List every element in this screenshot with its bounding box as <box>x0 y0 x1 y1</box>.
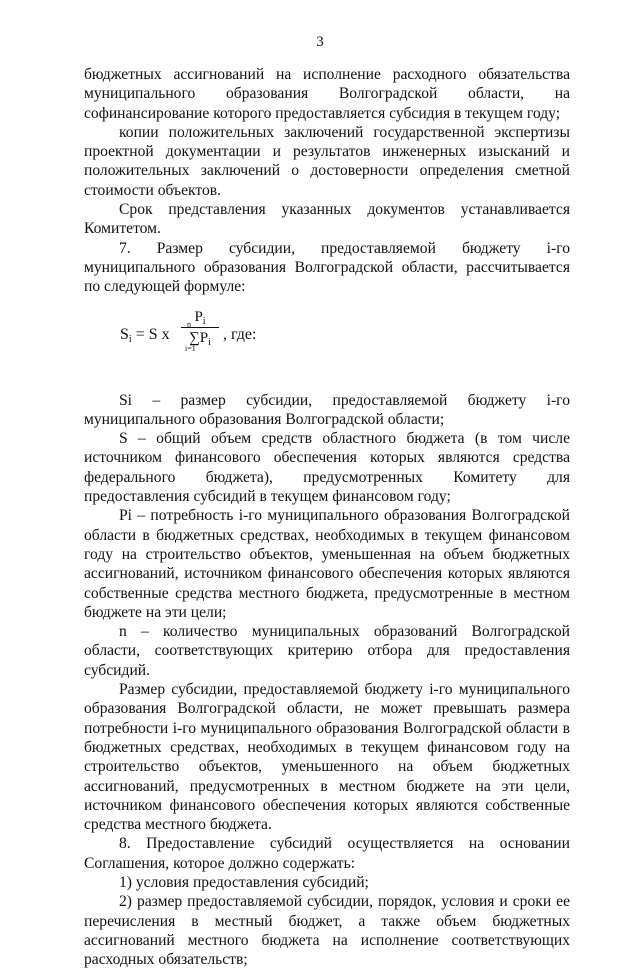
paragraph: 7. Размер субсидии, предоставляемой бюджету i-го муниципального образования Волгоградской области, рассчитывается по следующей формуле: <box>84 239 570 296</box>
page-number: 3 <box>316 34 324 50</box>
formula-fraction <box>181 308 219 353</box>
subsidy-formula <box>84 305 570 379</box>
sum-upper-limit: n <box>187 319 191 329</box>
formula-numerator: $P_i$ <box>194 308 206 327</box>
paragraphs-bottom <box>84 391 570 969</box>
paragraph: Срок представления указанных документов устанавливается Комитетом. <box>84 201 570 238</box>
paragraph: Si – размер субсидии, предоставляемой бюджету i-го муниципального образования Волгоградской области; <box>84 391 570 428</box>
paragraph: бюджетных ассигнований на исполнение расходного обязательства муниципального образования Волгоградской области, на софинансирование которого предоставляется субсидия в текущем году; <box>84 66 570 122</box>
paragraph: S – общий объем средств областного бюджета (в том числе источником финансового обеспечения которых являются средства федерального бюджета), предусмотренных Комитету для предоставления субсидий в текущем финансовом году; <box>84 430 570 506</box>
paragraph: n – количество муниципальных образований Волгоградской области, соответствующих критерию отбора для предоставления субсидий. <box>84 623 570 679</box>
formula-denominator: n $\sum P_i$ i=1 <box>185 319 211 353</box>
document-body <box>84 65 570 969</box>
sum-lower-limit: i=1 <box>185 343 196 353</box>
paragraph: копии положительных заключений государственной экспертизы проектной документации и результатов инженерных изысканий и положительных заключений о достоверности определения сметной стоимости объектов. <box>84 123 570 199</box>
formula-lhs: $S_i = S$ x <box>120 325 170 345</box>
paragraph: 1) условия предоставления субсидий; <box>119 873 369 891</box>
paragraph: 8. Предоставление субсидий осуществляется на основании Соглашения, которое должно содержать: <box>84 835 570 872</box>
formula-suffix: , где: <box>223 325 257 343</box>
paragraph: Размер субсидии, предоставляемой бюджету i-го муниципального образования Волгоградской области, не может превышать размера потребности i-го муниципального образования Волгоградской области в бюджетных средствах, необходимых в текущем финансовом году на строительство объектов, уменьшенного на объем бюджетных ассигнований, предусмотренных в местном бюджете на эти цели, источником финансового обеспечения которых являются собственные средства местного бюджета. <box>84 681 570 834</box>
paragraph: Pi – потребность i-го муниципального образования Волгоградской области в бюджетных средствах, необходимых в текущем финансовом году на строительство объектов, уменьшенная на объем бюджетных ассигнований, источником финансового обеспечения которых являются собственные средства местного бюджета, предусмотренные в местном бюджете на эти цели; <box>84 507 570 621</box>
paragraphs-top <box>84 65 570 297</box>
paragraph: 2) размер предоставляемой субсидии, порядок, условия и сроки ее перечисления в местный бюджет, а также объем бюджетных ассигнований местного бюджета на исполнение соответствующих расходных обязательств; <box>84 893 570 969</box>
